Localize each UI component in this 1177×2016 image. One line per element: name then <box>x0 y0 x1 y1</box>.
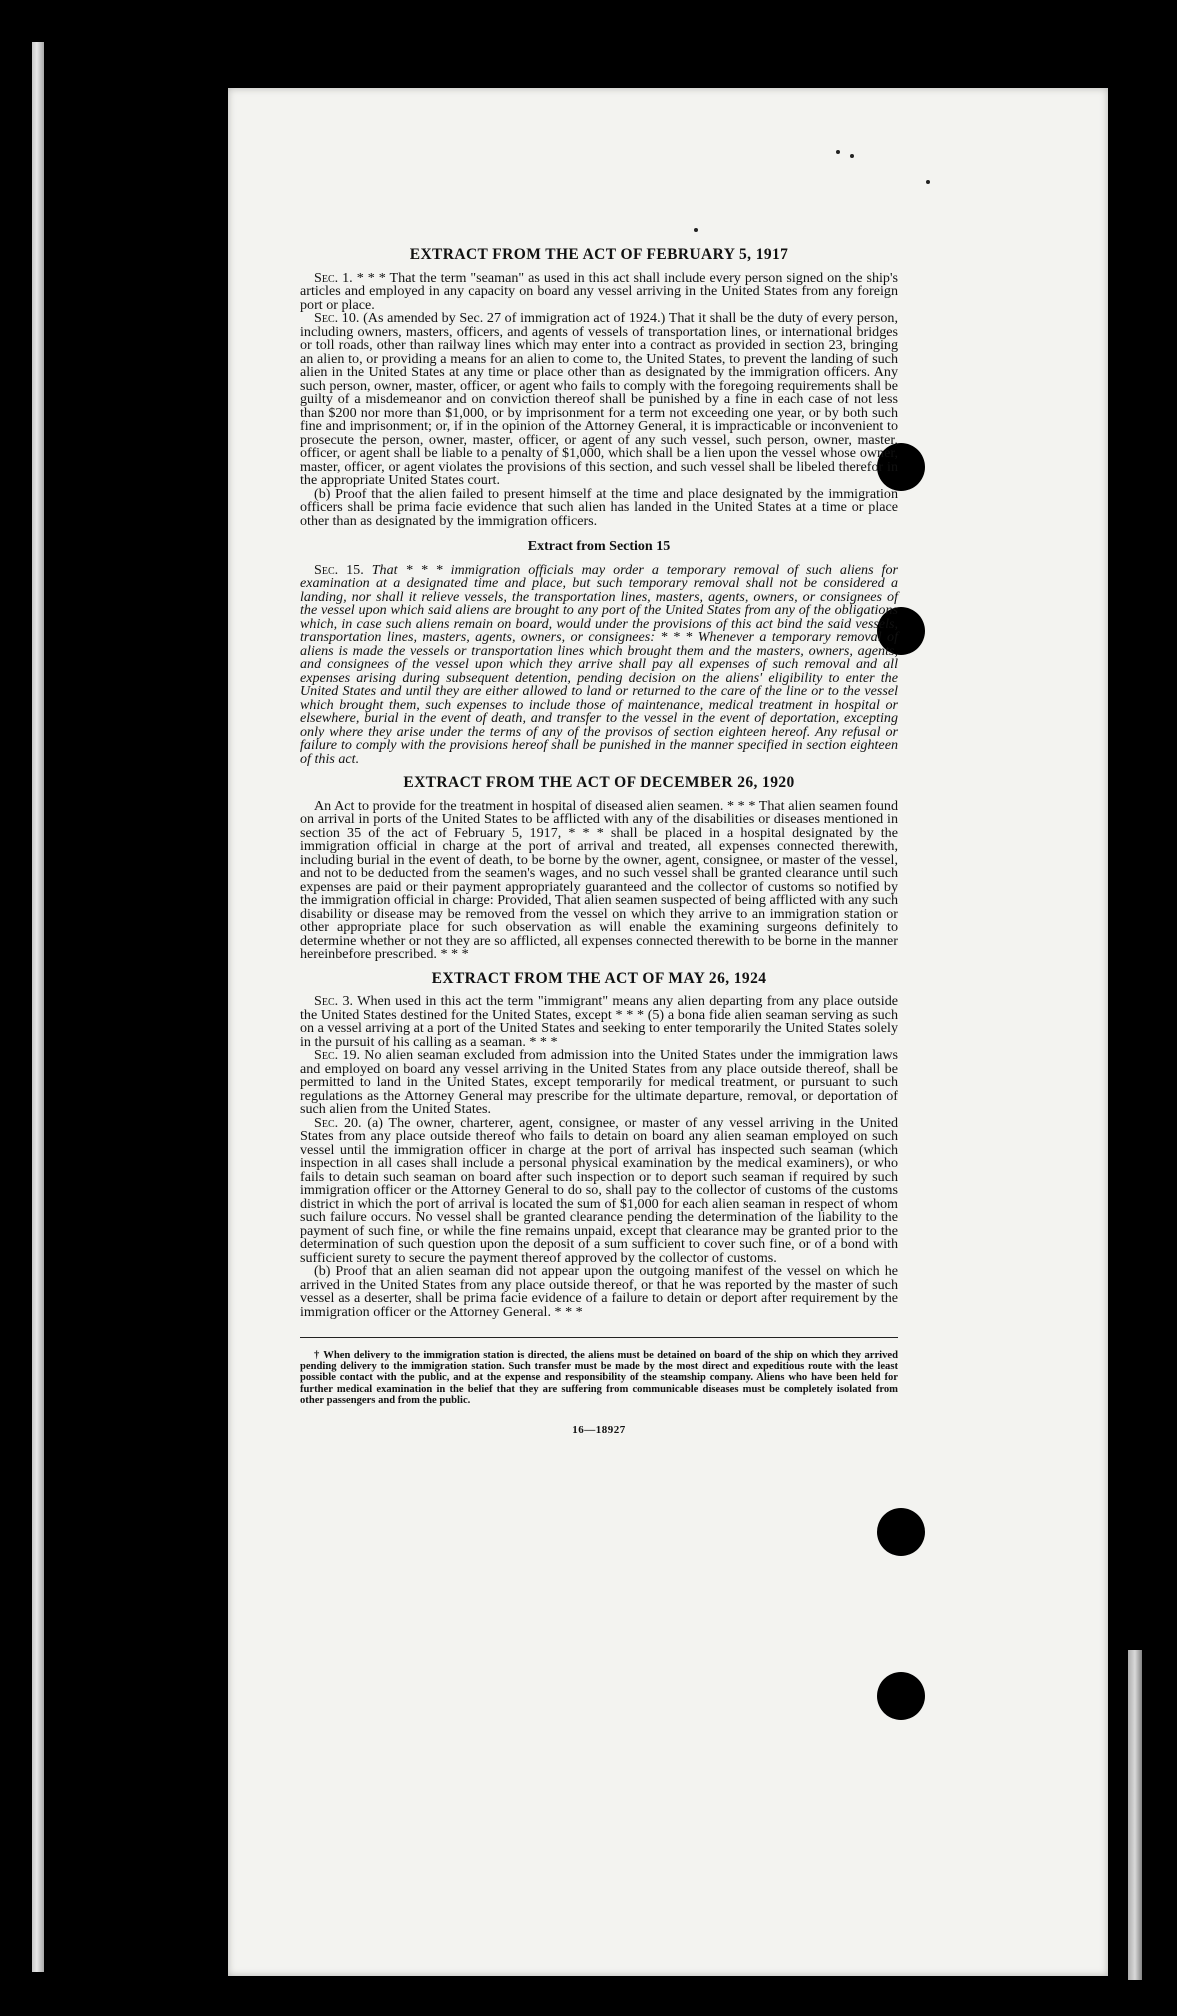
subheading-section-15: Extract from Section 15 <box>527 539 671 554</box>
document-page <box>228 88 1108 1976</box>
section-body: (a) The owner, charterer, agent, consignee, or master of any vessel arriving in the United States from any place outside thereof who fails to detain on board any alien seaman employed on such vessel until the immigration officer in charge at the port of arrival has inspected such seaman (which inspection in all cases shall include a personal physical examination by the medical examiners), or who fails to detain such seaman on board after such inspection or to deport such seaman if required by such immigration officer or the Attorney General to do so, shall pay to the collector of customs of the customs district in which the port of arrival is located the sum of $1,000 for each alien seaman in respect of whom such failure occurs. No vessel shall be granted clearance pending the determination of the liability to the payment of such fine, or while the fine remains unpaid, except that clearance may be granted prior to the determination of such question upon the deposit of a sum sufficient to cover such fine, or of a bond with sufficient surety to secure the payment thereof approved by the collector of customs. <box>300 1114 898 1266</box>
punch-hole <box>877 1672 925 1720</box>
section-body: No alien seaman excluded from admission into the United States under the immigration laws and employed on board any vessel arriving in the United States from any place outside thereof, shall be permitted to land in the United States, except temporarily for medical treatment, or pursuant to such regulations as the Attorney General may prescribe for the ultimate departure, removal, or deportation of such alien from the United States. <box>300 1047 898 1117</box>
film-edge-left <box>32 42 44 1972</box>
act-1920-body: An Act to provide for the treatment in hospital of diseased alien seamen. * * * That alien seamen found on arrival in ports of the United States to be afflicted with any of the disabilities or diseases mentioned in section 35 of the act of February 5, 1917, * * * shall be placed in a hospital designated by the immigration official in charge at the port of arrival and treated, all expenses connected therewith, including burial in the event of death, to be borne by the owner, agent, consignee, or master of the vessel, and not to be deducted from the seamen's wages, and no such vessel shall be granted clearance until such expenses are paid or their payment appropriately guaranteed and the collector of customs so notified by the immigration official in charge: Provided, That alien seamen suspected of being afflicted with any such disability or disease may be removed from the vessel on which they arrive to an immigration station or other appropriate place for such observation as will enable the examining surgeons definitely to determine whether or not they are so afflicted, all expenses connected therewith to be borne in the manner hereinbefore prescribed. * * * <box>300 797 898 962</box>
heading-act-1917: EXTRACT FROM THE ACT OF FEBRUARY 5, 1917 <box>409 246 789 263</box>
section-label: Sec. 1. <box>314 269 353 286</box>
section-3 <box>300 995 898 1049</box>
section-label: Sec. 3. <box>314 993 354 1009</box>
punch-hole <box>877 1508 925 1556</box>
section-20 <box>300 1114 898 1266</box>
section-label: Sec. 19. <box>314 1047 361 1063</box>
heading-act-1924: EXTRACT FROM THE ACT OF MAY 26, 1924 <box>431 969 767 987</box>
section-label: Sec. 20. <box>314 1114 362 1131</box>
section-10 <box>300 312 898 488</box>
section-15 <box>300 561 898 767</box>
dust-speck <box>694 228 698 232</box>
section-body: * * * That the term "seaman" as used in this act shall include every person signed on the ship's articles and employed in any capacity on board any vessel arriving in the United States from any foreign port or place. <box>300 269 898 313</box>
film-edge-right <box>1128 1650 1142 1980</box>
dust-speck <box>850 154 854 158</box>
section-10-b: (b) Proof that the alien failed to present himself at the time and place designated by the immigration officers shall be prima facie evidence that such alien has landed in the United States at a time or place other than as designated by the immigration officers. <box>300 485 898 529</box>
heading-act-1920: EXTRACT FROM THE ACT OF DECEMBER 26, 1920 <box>403 774 795 791</box>
dust-speck <box>836 150 840 154</box>
section-label: Sec. 10. <box>314 310 360 326</box>
section-body: That * * * immigration officials may order a temporary removal of such aliens for examination at a designated time and place, but such temporary removal shall not be considered a landing, nor shall it relieve vessels, the transportation lines, masters, agents, owners, or consignees of the vessel upon which said aliens are brought to any port of the United States from any of the obligations which, in case such aliens remain on board, would under the provisions of this act bind the said vessels, transportation lines, masters, agents, owners, or consignees: * * * Whenever a temporary removal of aliens is made the vessels or transportation lines which brought them and the masters, owners, agents, and consignees of the vessel upon which they arrive shall pay all expenses of such removal and all expenses arising during subsequent detention, pending decision on the aliens' eligibility to enter the United States and until they are either allowed to land or returned to the care of the line or to the vessel which brought them, such expenses to include those of maintenance, medical treatment in hospital or elsewhere, burial in the event of death, and transfer to the vessel in the event of deportation, excepting only where they arise under the terms of any of the provisos of section eighteen hereof. Any refusal or failure to comply with the provisions hereof shall be punished in the manner specified in section eighteen of this act. <box>300 561 898 767</box>
document-number: 16—18927 <box>572 1424 626 1437</box>
section-1 <box>300 269 898 313</box>
section-body: (As amended by Sec. 27 of immigration act of 1924.) That it shall be the duty of every person, including owners, masters, officers, and agents of vessels of transportation lines, or international bridges or toll roads, other than railway lines which may enter into a contract as provided in section 23, bringing an alien to, or providing a means for an alien to come to, the United States, to prevent the landing of such alien in the United States at any time or place other than as designated by the immigration officers. Any such person, owner, master, officer, or agent who fails to comply with the foregoing requirements shall be guilty of a misdemeanor and on conviction thereof shall be punished by a fine in each case of not less than $200 nor more than $1,000, or by imprisonment for a term not exceeding one year, or by both such fine and imprisonment; or, if in the opinion of the Attorney General, it is impracticable or inconvenient to prosecute the person, owner, master, officer, or agent of any such vessel, such person, owner, master, officer, or agent shall be liable to a penalty of $1,000, which shall be a lien upon the vessel whose owner, master, officer, or agent violates the provisions of this section, and such vessel shall be libeled therefor in the appropriate United States court. <box>300 310 898 488</box>
footnote: † When delivery to the immigration station is directed, the aliens must be detained on board of the ship on which they arrived pending delivery to the immigration station. Such transfer must be made by the most direct and expeditious route with the least possible contact with the public, and at the expense and responsibility of the steamship company. Aliens who have been held for further medical examination in the belief that they are suffering from communicable diseases must be completely isolated from other passengers and from the public. <box>300 1350 898 1406</box>
footnote-divider <box>300 1337 898 1338</box>
section-19 <box>300 1049 898 1117</box>
section-label: Sec. 15. <box>314 561 364 578</box>
document-text <box>300 238 898 1438</box>
section-body: When used in this act the term "immigrant" means any alien departing from any place outside the United States destined for the United States, except * * * (5) a bona fide alien seaman serving as such on a vessel arriving at a port of the United States and seeking to enter temporarily the United States solely in the pursuit of his calling as a seaman. * * * <box>300 993 899 1050</box>
dust-speck <box>926 180 930 184</box>
section-20-b: (b) Proof that an alien seaman did not appear upon the outgoing manifest of the vessel on which he arrived in the United States from any place outside thereof, or that he was reported by the master of such vessel as a deserter, shall be prima facie evidence of a failure to detain or deport after requirement by the immigration officer or the Attorney General. * * * <box>300 1263 898 1320</box>
